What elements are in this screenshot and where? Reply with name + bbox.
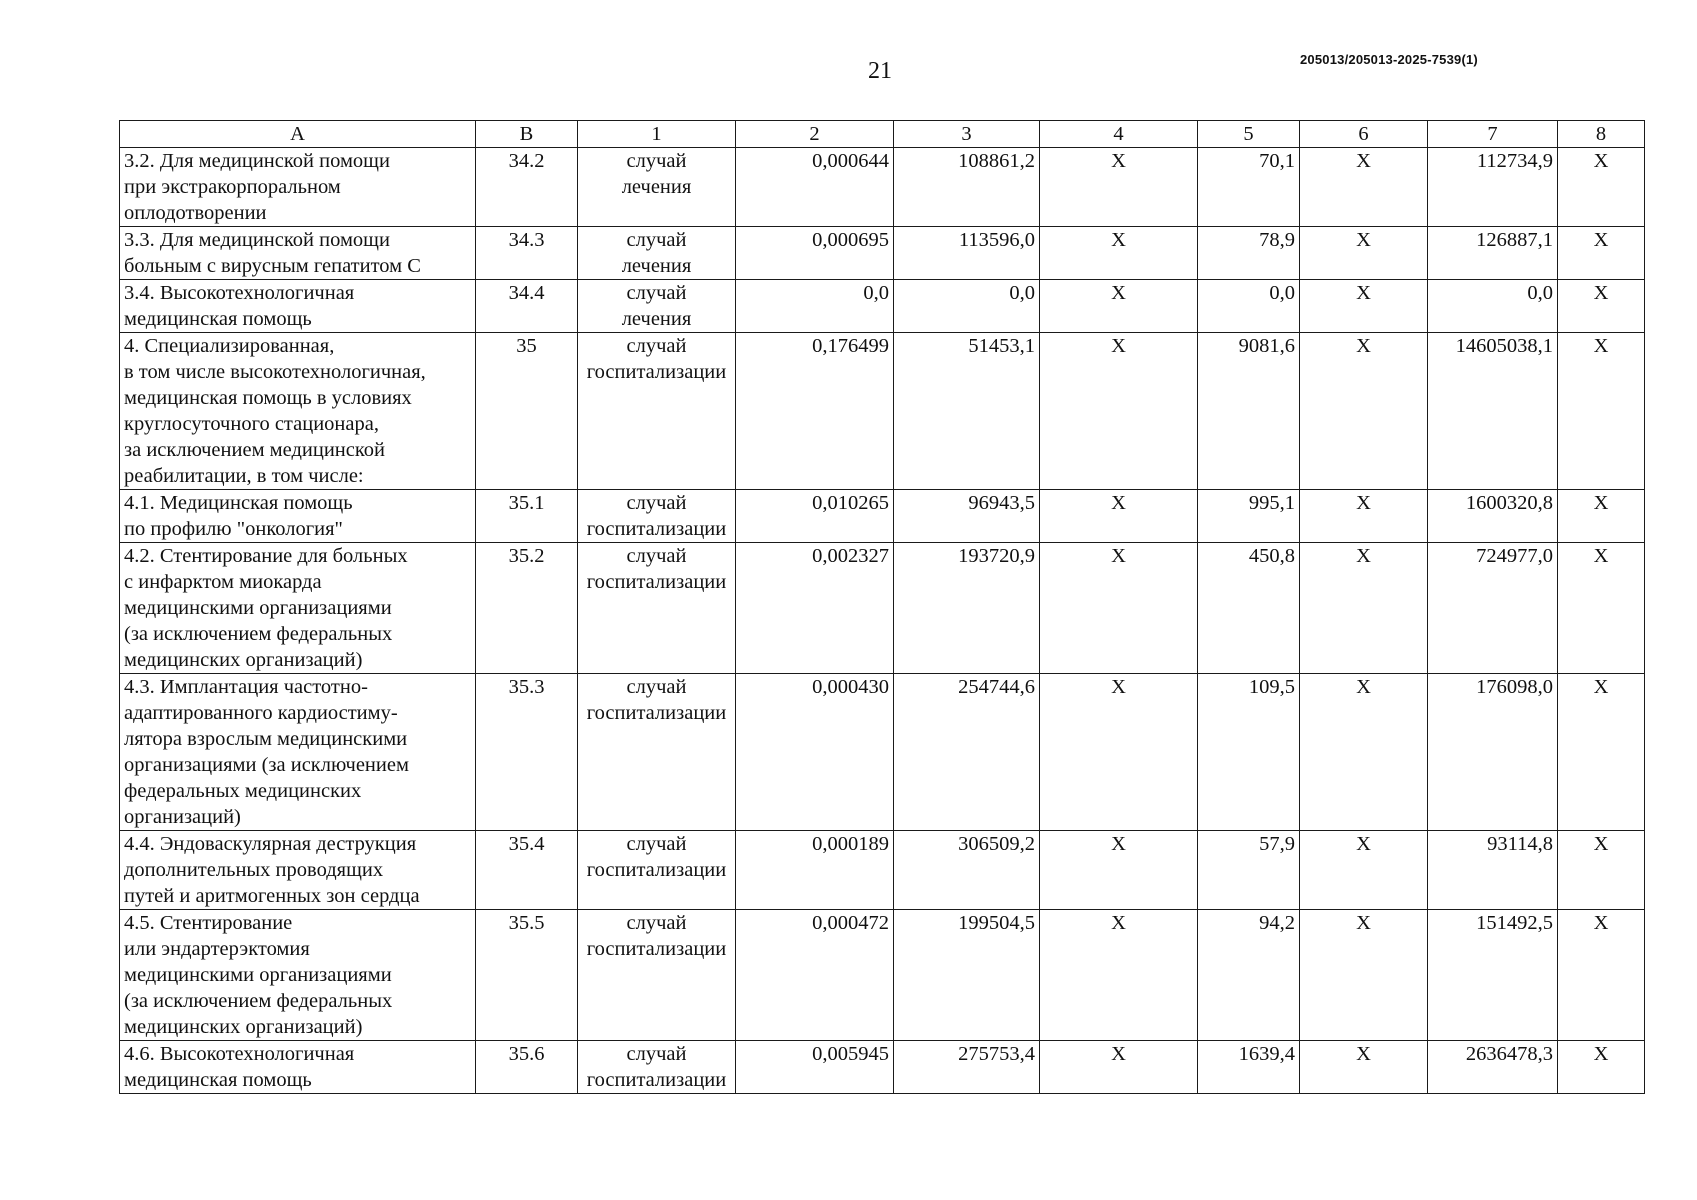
- unit-line: случай: [626, 150, 687, 172]
- value-cell: X: [1040, 280, 1198, 333]
- row-label-line: организациями (за исключением: [124, 754, 409, 776]
- row-label-line: при экстракорпоральном: [124, 176, 341, 198]
- row-label-line: (за исключением федеральных: [124, 990, 393, 1012]
- row-code-cell: 34.2: [476, 148, 578, 227]
- row-label-line: адаптированного кардиостиму-: [124, 702, 398, 724]
- row-label-cell: [120, 543, 476, 674]
- table-row: [120, 1041, 1645, 1094]
- row-label-line: медицинская помощь в условиях: [124, 387, 412, 409]
- unit-line: госпитализации: [586, 702, 727, 724]
- row-label-line: медицинскими организациями: [124, 964, 392, 986]
- row-label-cell: [120, 1041, 476, 1094]
- value-cell: X: [1040, 543, 1198, 674]
- row-label-line: реабилитации, в том числе:: [124, 465, 364, 487]
- value-cell: 0,000189: [736, 831, 894, 910]
- unit-cell: [578, 674, 736, 831]
- value-cell: X: [1300, 831, 1428, 910]
- row-label-line: медицинская помощь: [124, 308, 312, 330]
- unit-line: случай: [626, 282, 687, 304]
- value-cell: 0,0: [1428, 280, 1558, 333]
- value-cell: X: [1300, 148, 1428, 227]
- value-cell: X: [1040, 490, 1198, 543]
- value-cell: 0,000644: [736, 148, 894, 227]
- value-cell: X: [1300, 333, 1428, 490]
- header-cell: 8: [1558, 121, 1645, 148]
- unit-line: случай: [626, 545, 687, 567]
- row-label-line: 4.1. Медицинская помощь: [124, 492, 353, 514]
- header-cell: 4: [1040, 121, 1198, 148]
- unit-line: госпитализации: [586, 938, 727, 960]
- unit-line: случай: [626, 229, 687, 251]
- row-code-cell: 35.2: [476, 543, 578, 674]
- unit-cell: [578, 280, 736, 333]
- value-cell: 151492,5: [1428, 910, 1558, 1041]
- value-cell: X: [1300, 674, 1428, 831]
- value-cell: 2636478,3: [1428, 1041, 1558, 1094]
- table-row: [120, 674, 1645, 831]
- row-label-line: дополнительных проводящих: [124, 859, 384, 881]
- row-code-cell: 35.1: [476, 490, 578, 543]
- value-cell: X: [1558, 910, 1645, 1041]
- unit-line: госпитализации: [586, 361, 727, 383]
- header-row: [120, 121, 1645, 148]
- row-code-cell: 34.3: [476, 227, 578, 280]
- value-cell: 0,002327: [736, 543, 894, 674]
- value-cell: 126887,1: [1428, 227, 1558, 280]
- header-cell: 7: [1428, 121, 1558, 148]
- row-label-line: лятора взрослым медицинскими: [124, 728, 408, 750]
- row-label-line: 4.3. Имплантация частотно-: [124, 676, 368, 698]
- table-row: [120, 227, 1645, 280]
- value-cell: 109,5: [1198, 674, 1300, 831]
- table-row: [120, 148, 1645, 227]
- table-body: [120, 148, 1645, 1094]
- value-cell: X: [1040, 910, 1198, 1041]
- value-cell: X: [1558, 333, 1645, 490]
- unit-line: госпитализации: [586, 1069, 727, 1091]
- row-label-line: федеральных медицинских: [124, 780, 362, 802]
- row-label-line: медицинскими организациями: [124, 597, 392, 619]
- value-cell: 0,000695: [736, 227, 894, 280]
- value-cell: 94,2: [1198, 910, 1300, 1041]
- row-label-cell: [120, 148, 476, 227]
- header-cell: 1: [578, 121, 736, 148]
- unit-line: случай: [626, 492, 687, 514]
- unit-line: случай: [626, 676, 687, 698]
- row-label-line: за исключением медицинской: [124, 439, 386, 461]
- row-label-line: 3.3. Для медицинской помощи: [124, 229, 390, 251]
- header-cell: 5: [1198, 121, 1300, 148]
- row-label-line: 4.5. Стентирование: [124, 912, 293, 934]
- value-cell: 78,9: [1198, 227, 1300, 280]
- row-code-cell: 35.3: [476, 674, 578, 831]
- row-label-line: путей и аритмогенных зон сердца: [124, 885, 420, 907]
- unit-cell: [578, 333, 736, 490]
- row-label-cell: [120, 280, 476, 333]
- value-cell: X: [1300, 543, 1428, 674]
- value-cell: 51453,1: [894, 333, 1040, 490]
- unit-cell: [578, 490, 736, 543]
- value-cell: X: [1040, 674, 1198, 831]
- value-cell: 1600320,8: [1428, 490, 1558, 543]
- value-cell: 724977,0: [1428, 543, 1558, 674]
- value-cell: 93114,8: [1428, 831, 1558, 910]
- row-label-cell: [120, 674, 476, 831]
- row-label-line: 3.2. Для медицинской помощи: [124, 150, 390, 172]
- unit-line: случай: [626, 335, 687, 357]
- value-cell: 1639,4: [1198, 1041, 1300, 1094]
- value-cell: 450,8: [1198, 543, 1300, 674]
- unit-line: госпитализации: [586, 571, 727, 593]
- row-label-cell: [120, 910, 476, 1041]
- unit-cell: [578, 831, 736, 910]
- value-cell: 14605038,1: [1428, 333, 1558, 490]
- data-table: [119, 120, 1645, 1094]
- row-label-cell: [120, 831, 476, 910]
- value-cell: X: [1558, 1041, 1645, 1094]
- value-cell: 306509,2: [894, 831, 1040, 910]
- value-cell: X: [1558, 280, 1645, 333]
- value-cell: X: [1558, 543, 1645, 674]
- value-cell: 112734,9: [1428, 148, 1558, 227]
- unit-cell: [578, 227, 736, 280]
- header-cell: 2: [736, 121, 894, 148]
- value-cell: 70,1: [1198, 148, 1300, 227]
- row-label-line: медицинских организаций): [124, 649, 363, 671]
- row-label-line: 4.2. Стентирование для больных: [124, 545, 408, 567]
- value-cell: 254744,6: [894, 674, 1040, 831]
- table-row: [120, 280, 1645, 333]
- value-cell: X: [1300, 490, 1428, 543]
- unit-cell: [578, 910, 736, 1041]
- table-row: [120, 543, 1645, 674]
- value-cell: X: [1558, 674, 1645, 831]
- unit-line: случай: [626, 1043, 687, 1065]
- value-cell: 199504,5: [894, 910, 1040, 1041]
- value-cell: 0,0: [894, 280, 1040, 333]
- document-id: 205013/205013-2025-7539(1): [1300, 52, 1478, 67]
- value-cell: 176098,0: [1428, 674, 1558, 831]
- page-number: 21: [868, 58, 892, 84]
- header-cell: 6: [1300, 121, 1428, 148]
- value-cell: X: [1040, 227, 1198, 280]
- value-cell: X: [1040, 1041, 1198, 1094]
- row-label-line: организаций): [124, 806, 241, 828]
- value-cell: X: [1300, 1041, 1428, 1094]
- row-label-line: или эндартерэктомия: [124, 938, 310, 960]
- unit-line: случай: [626, 912, 687, 934]
- table-row: [120, 490, 1645, 543]
- value-cell: X: [1558, 148, 1645, 227]
- unit-cell: [578, 148, 736, 227]
- unit-cell: [578, 543, 736, 674]
- value-cell: X: [1040, 333, 1198, 490]
- header-cell: А: [120, 121, 476, 148]
- value-cell: X: [1300, 910, 1428, 1041]
- value-cell: 0,000430: [736, 674, 894, 831]
- row-label-line: с инфарктом миокарда: [124, 571, 322, 593]
- value-cell: 0,010265: [736, 490, 894, 543]
- row-label-line: 4. Специализированная,: [124, 335, 335, 357]
- row-label-line: (за исключением федеральных: [124, 623, 393, 645]
- row-label-line: 4.4. Эндоваскулярная деструкция: [124, 833, 417, 855]
- value-cell: 0,000472: [736, 910, 894, 1041]
- value-cell: X: [1558, 490, 1645, 543]
- value-cell: 0,176499: [736, 333, 894, 490]
- row-label-line: круглосуточного стационара,: [124, 413, 379, 435]
- value-cell: X: [1558, 227, 1645, 280]
- row-label-line: медицинская помощь: [124, 1069, 312, 1091]
- row-label-cell: [120, 227, 476, 280]
- unit-cell: [578, 1041, 736, 1094]
- value-cell: 113596,0: [894, 227, 1040, 280]
- row-label-line: 4.6. Высокотехнологичная: [124, 1043, 355, 1065]
- value-cell: X: [1040, 831, 1198, 910]
- value-cell: 275753,4: [894, 1041, 1040, 1094]
- table-row: [120, 333, 1645, 490]
- unit-line: госпитализации: [586, 518, 727, 540]
- table-row: [120, 831, 1645, 910]
- row-code-cell: 34.4: [476, 280, 578, 333]
- unit-line: лечения: [621, 176, 692, 198]
- unit-line: госпитализации: [586, 859, 727, 881]
- value-cell: 0,0: [736, 280, 894, 333]
- table-row: [120, 910, 1645, 1041]
- row-label-line: в том числе высокотехнологичная,: [124, 361, 426, 383]
- row-code-cell: 35: [476, 333, 578, 490]
- value-cell: 108861,2: [894, 148, 1040, 227]
- row-label-line: по профилю "онкология": [124, 518, 343, 540]
- row-label-cell: [120, 333, 476, 490]
- row-label-line: медицинских организаций): [124, 1016, 363, 1038]
- row-code-cell: 35.6: [476, 1041, 578, 1094]
- unit-line: случай: [626, 833, 687, 855]
- value-cell: 995,1: [1198, 490, 1300, 543]
- value-cell: X: [1300, 227, 1428, 280]
- unit-line: лечения: [621, 308, 692, 330]
- header-cell: В: [476, 121, 578, 148]
- row-label-line: оплодотворении: [124, 202, 267, 224]
- value-cell: 9081,6: [1198, 333, 1300, 490]
- value-cell: 0,0: [1198, 280, 1300, 333]
- row-label-line: больным с вирусным гепатитом С: [124, 255, 421, 277]
- row-code-cell: 35.5: [476, 910, 578, 1041]
- value-cell: 193720,9: [894, 543, 1040, 674]
- unit-line: лечения: [621, 255, 692, 277]
- value-cell: X: [1300, 280, 1428, 333]
- row-code-cell: 35.4: [476, 831, 578, 910]
- value-cell: 57,9: [1198, 831, 1300, 910]
- value-cell: X: [1558, 831, 1645, 910]
- row-label-line: 3.4. Высокотехнологичная: [124, 282, 355, 304]
- value-cell: 0,005945: [736, 1041, 894, 1094]
- value-cell: 96943,5: [894, 490, 1040, 543]
- row-label-cell: [120, 490, 476, 543]
- header-cell: 3: [894, 121, 1040, 148]
- value-cell: X: [1040, 148, 1198, 227]
